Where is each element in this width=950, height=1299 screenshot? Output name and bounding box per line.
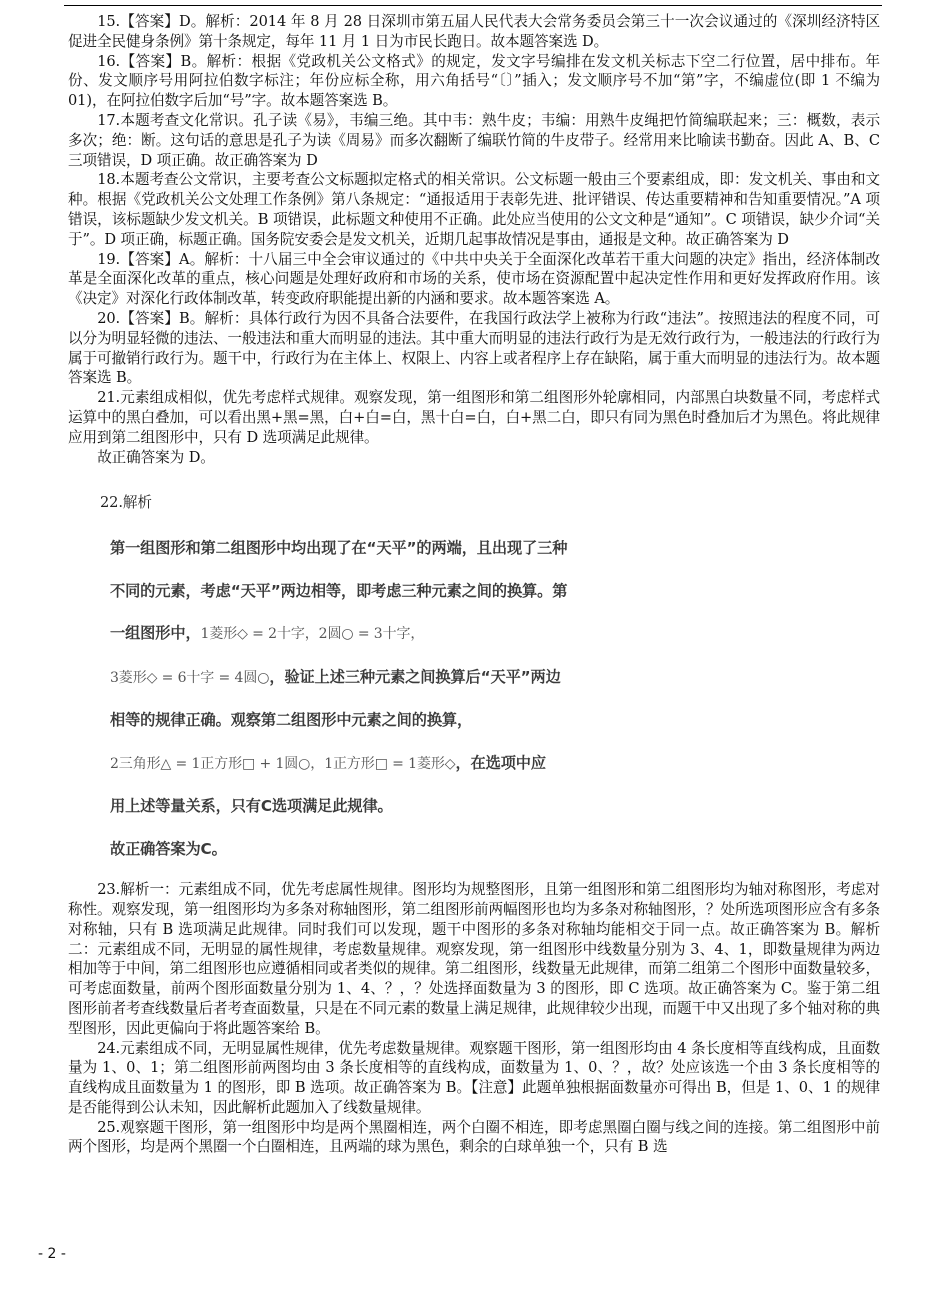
image-line: [110, 612, 670, 656]
equation-text: 2三角形△ = 1正方形□ + 1圆○，1正方形□ = 1菱形◇: [110, 755, 456, 772]
answer-17: 17.本题考查文化常识。孔子读《易》，韦编三绝。其中韦：熟牛皮；韦编：用熟牛皮绳把竹简编联起来；三：概数，表示多次；绝：断。这句话的意思是孔子为读《周易》而多次翻断了编联竹简的牛皮带子。经常用来比喻读书勤奋。因此 A、B、C 三项错误，D 项正确。故正确答案为 D: [68, 111, 880, 169]
image-line: 不同的元素，考虑“天平”两边相等，即考虑三种元素之间的换算。第: [110, 581, 568, 600]
equation-text: 1菱形◇ = 2十字，2圆○ = 3十字，: [200, 626, 425, 643]
document-body: [68, 12, 880, 1157]
image-line: 相等的规律正确。观察第二组图形中元素之间的换算，: [110, 711, 473, 730]
answer-22-label: 22.解析: [100, 494, 152, 512]
image-line: [110, 656, 670, 700]
answer-24: 24.元素组成不同，无明显属性规律，优先考虑数量规律。观察题干图形，第一组图形均由 4 条长度相等直线构成，且面数量为 1、0、1；第二组图形前两图均由 3 条长度相等的直线构成，面数量为 1、0、？，故？处应该选一个由 3 条长度相等的直线构成且面数量为 1 的图形，即 B 选项。故正确答案为 B。【注意】此题单独根据面数量亦可得出 B，但是 1、0、1 的规律是否能得到公认未知，因此解析此题加入了线数量规律。: [68, 1039, 880, 1116]
image-text: ，在选项中应: [455, 753, 546, 772]
image-line: 用上述等量关系，只有C选项满足此规律。: [110, 797, 393, 816]
answer-22-image: [110, 527, 670, 870]
answer-21-conclusion: 故正确答案为 D。: [97, 448, 215, 466]
equation-text: 3菱形◇ = 6十字 = 4圆○: [110, 669, 270, 686]
image-line: 第一组图形和第二组图形中均出现了在“天平”的两端，且出现了三种: [110, 539, 568, 558]
answer-15: 15.【答案】D。解析：2014 年 8 月 28 日深圳市第五届人民代表大会常务委员会第三十一次会议通过的《深圳经济特区促进全民健身条例》第十条规定，每年 11 月 1 日为市民长跑日。故本题答案选 D。: [68, 13, 880, 50]
answer-18: 18.本题考查公文常识，主要考查公文标题拟定格式的相关常识。公文标题一般由三个要素组成，即：发文机关、事由和文种。根据《党政机关公文处理工作条例》第八条规定：“通报适用于表彰先进、批评错误、传达重要精神和告知重要情况。”A 项错误，该标题缺少发文机关。B 项错误，此标题文种使用不正确。此处应当使用的公文文种是“通知”。C 项错误，缺少介词“关于”。D 项正确，标题正确。国务院安委会是发文机关，近期几起事故情况是事由，通报是文种。故正确答案为 D: [68, 171, 880, 248]
answer-20: 20.【答案】B。解析：具体行政行为因不具备合法要件，在我国行政法学上被称为行政“违法”。按照违法的程度不同，可以分为明显轻微的违法、一般违法和重大而明显的违法。其中重大而明显的违法行政行为是无效行政行为，一般违法的行政行为属于可撤销行政行为。题干中，行政行为在主体上、权限上、内容上或者程序上存在缺陷，属于重大而明显的违法行为。故本题答案选 B。: [68, 309, 880, 387]
page-number: - 2 -: [38, 1246, 66, 1262]
answer-23: 23.解析一：元素组成不同，优先考虑属性规律。图形均为规整图形，且第一组图形和第二组图形均为轴对称图形，考虑对称性。观察发现，第一组图形均为多条对称轴图形，第二组图形前两幅图形也均为多条对称轴图形，？处所选项图形应含有多条对称轴，只有 B 选项满足此规律。同时我们可以发现，题干中图形的多条对称轴均能相交于同一点。故正确答案为 B。解析二：元素组成不同，无明显的属性规律，考虑数量规律。观察发现，第一组图形中线数量分别为 3、4、1，即数量规律为两边相加等于中间，第二组图形也应遵循相同或者类似的规律。第二组图形，线数量无此规律，而第二组第二个图形中面数量较多，可考虑面数量，前两个图形面数量分别为 1、4、？，？处选择面数量为 3 的图形，即 C 选项。故正确答案为 C。鉴于第二组图形前者考查线数量后者考查面数量，只是在不同元素的数量上满足规律，此规律较少出现，而题干中又出现了多个轴对称的典型图形，因此更偏向于将此题答案给 B。: [68, 881, 880, 1037]
answer-16: 16.【答案】B。解析：根据《党政机关公文格式》的规定，发文字号编排在发文机关标志下空二行位置，居中排布。年份、发文顺序号用阿拉伯数字标注；年份应标全称，用六角括号“〔〕”插入；发文顺序号不加“第”字，不编虚位(即 1 不编为 01)，在阿拉伯数字后加“号”字。故本题答案选 B。: [68, 52, 880, 110]
image-text: ，验证上述三种元素之间换算后“天平”两边: [269, 667, 561, 686]
image-line: 故正确答案为C。: [110, 839, 227, 858]
answer-21: 21.元素组成相似，优先考虑样式规律。观察发现，第一组图形和第二组图形外轮廓相同，内部黑白块数量不同，考虑样式运算中的黑白叠加，可以看出黑+黑=黑，白+白=白，黑十白=白，白+黑二白，即只有同为黑色时叠加后才为黑色。将此规律应用到第二组图形中，只有 D 选项满足此规律。: [68, 389, 880, 446]
image-text: 一组图形中，: [110, 624, 201, 643]
answer-19: 19.【答案】A。解析：十八届三中全会审议通过的《中共中央关于全面深化改革若干重大问题的决定》指出，经济体制改革是全面深化改革的重点，核心问题是处理好政府和市场的关系，使市场在资源配置中起决定性作用和更好发挥政府作用。该《决定》对深化行政体制改革，转变政府职能提出新的内涵和要求。故本题答案选 A。: [68, 250, 880, 308]
answer-25: 25.观察题干图形，第一组图形中均是两个黑圈相连，两个白圈不相连，即考虑黑圈白圈与线之间的连接。第二组图形中前两个图形，均是两个黑圈一个白圈相连，且两端的球为黑色，剩余的白球单独一个，只有 B 选: [68, 1118, 880, 1156]
header-rule: [64, 5, 882, 6]
image-line: [110, 742, 670, 786]
